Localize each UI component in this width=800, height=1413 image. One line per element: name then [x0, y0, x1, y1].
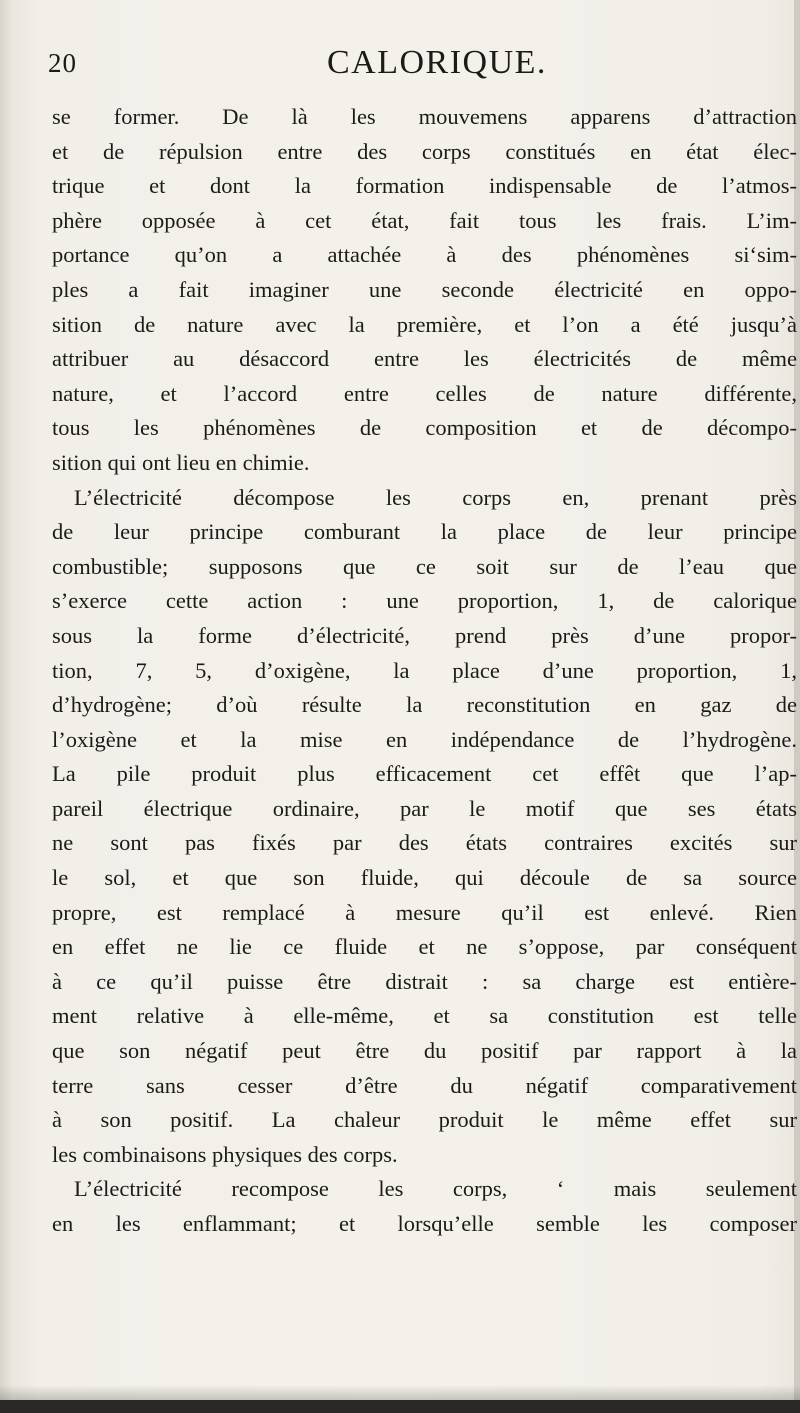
text-line: sous la forme d’électricité, prend près d’une propor- [52, 622, 797, 648]
text-line: L’électricité décompose les corps en, prenant près [74, 484, 797, 510]
text-line: pareil électrique ordinaire, par le motif que ses états [52, 795, 797, 821]
page-number: 20 [48, 48, 77, 78]
text-line: terre sans cesser d’être du négatif comparativement [52, 1072, 797, 1098]
bottom-edge [0, 1400, 800, 1413]
text-line: attribuer au désaccord entre les électricités de même [52, 346, 797, 372]
text-line: que son négatif peut être du positif par rapport à la [52, 1038, 797, 1064]
text-line: en effet ne lie ce fluide et ne s’oppose, par conséquent [52, 934, 797, 960]
text-line: combustible; supposons que ce soit sur de l’eau que [52, 553, 797, 579]
text-line: ples a fait imaginer une seconde électricité en oppo- [52, 276, 797, 302]
body-text [52, 100, 797, 1242]
text-line: ment relative à elle-même, et sa constitution est telle [52, 1003, 797, 1029]
running-title: CALORIQUE. [327, 44, 547, 81]
text-line: La pile produit plus efficacement cet effêt que l’ap- [52, 761, 797, 787]
text-line: ne sont pas fixés par des états contraires excités sur [52, 830, 797, 856]
text-line: sition de nature avec la première, et l’on a été jusqu’à [52, 311, 797, 337]
text-line: de leur principe comburant la place de leur principe [52, 519, 797, 545]
text-line: et de répulsion entre des corps constitués en état élec- [52, 138, 797, 164]
text-line: l’oxigène et la mise en indépendance de l’hydrogène. [52, 726, 797, 752]
text-line: le sol, et que son fluide, qui découle de sa source [52, 865, 797, 891]
text-line: trique et dont la formation indispensable de l’atmos- [52, 173, 797, 199]
text-line: les combinaisons physiques des corps. [52, 1141, 398, 1167]
text-line: L’électricité recompose les corps, ‘ mais seulement [74, 1176, 797, 1202]
text-line: portance qu’on a attachée à des phénomènes si‘sim- [52, 242, 797, 268]
text-line: en les enflammant; et lorsqu’elle semble les composer [52, 1211, 797, 1236]
page-gutter [0, 0, 14, 1413]
text-line: tous les phénomènes de composition et de décompo- [52, 415, 797, 441]
text-line: propre, est remplacé à mesure qu’il est enlevé. Rien [52, 899, 797, 925]
text-line: tion, 7, 5, d’oxigène, la place d’une proportion, 1, [52, 657, 797, 683]
text-line: d’hydrogène; d’où résulte la reconstitution en gaz de [52, 692, 797, 718]
text-line: à ce qu’il puisse être distrait : sa charge est entière- [52, 968, 797, 994]
bottom-shadow [0, 1385, 800, 1400]
text-line: nature, et l’accord entre celles de nature différente, [52, 380, 797, 406]
text-line: phère opposée à cet état, fait tous les frais. L’im- [52, 207, 797, 233]
text-line: se former. De là les mouvemens apparens d’attraction [52, 104, 797, 129]
text-line: s’exerce cette action : une proportion, 1, de calorique [52, 588, 797, 614]
text-line: sition qui ont lieu en chimie. [52, 449, 310, 475]
text-line: à son positif. La chaleur produit le même effet sur [52, 1107, 797, 1133]
